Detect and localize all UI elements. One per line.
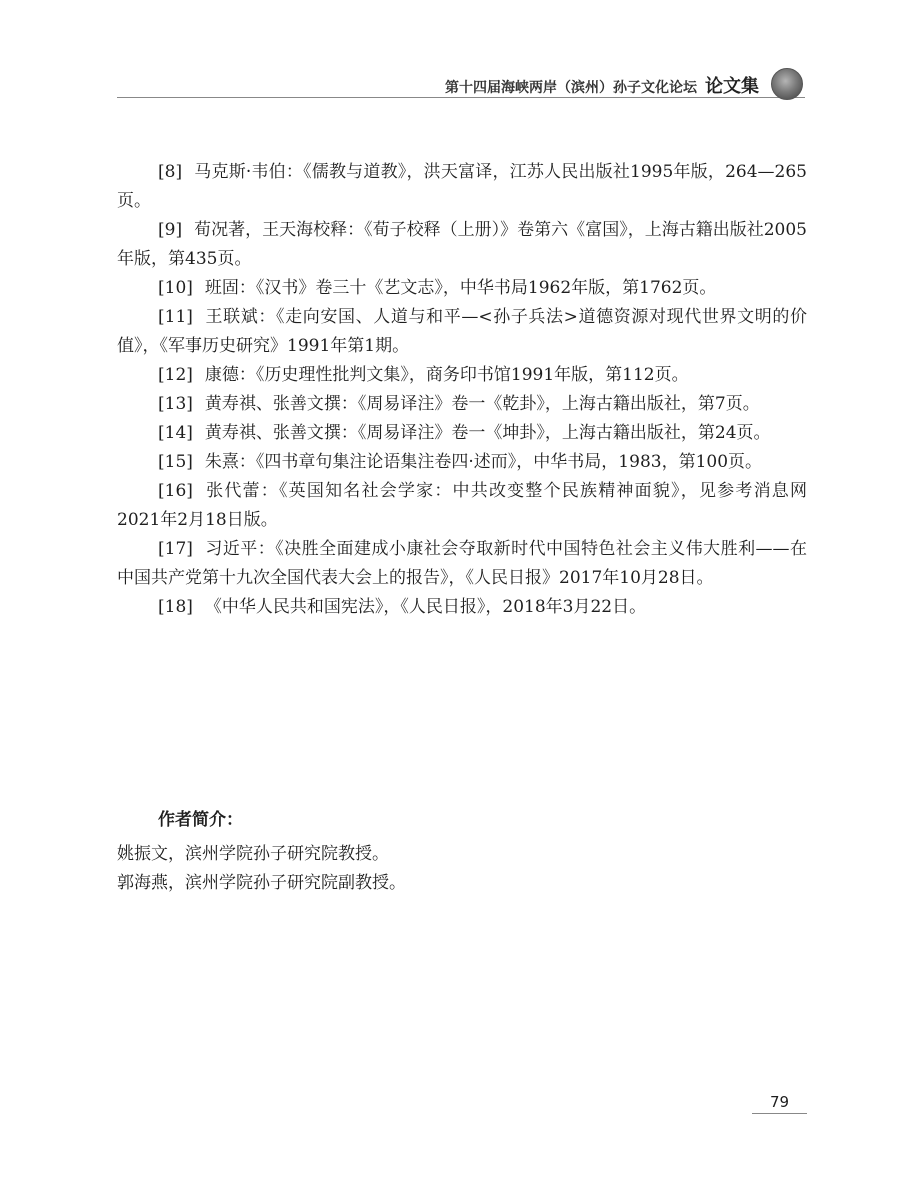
reference-item bbox=[117, 274, 807, 303]
reference-text: 习近平：《决胜全面建成小康社会夺取新时代中国特色社会主义伟大胜利——在中国共产党第十九次全国代表大会上的报告》，《人民日报》2017年10月28日。 bbox=[117, 539, 807, 588]
reference-number: [11] bbox=[158, 307, 193, 327]
reference-text: 黄寿祺、张善文撰：《周易译注》卷一《乾卦》，上海古籍出版社，第7页。 bbox=[204, 394, 760, 414]
reference-text: 《中华人民共和国宪法》，《人民日报》，2018年3月22日。 bbox=[204, 597, 647, 617]
reference-list bbox=[117, 158, 807, 622]
reference-text: 马克斯·韦伯：《儒教与道教》，洪天富译，江苏人民出版社1995年版，264—265页。 bbox=[117, 162, 807, 211]
reference-item bbox=[117, 390, 807, 419]
reference-text: 荀况著，王天海校释：《荀子校释（上册）》卷第六《富国》，上海古籍出版社2005年版，第435页。 bbox=[117, 220, 807, 269]
reference-number: [8] bbox=[158, 162, 183, 182]
reference-item bbox=[117, 535, 807, 593]
bio-heading: 作者简介： bbox=[158, 810, 243, 830]
reference-text: 朱熹：《四书章句集注论语集注卷四·述而》，中华书局，1983，第100页。 bbox=[204, 452, 763, 472]
reference-item bbox=[117, 158, 807, 216]
reference-item bbox=[117, 303, 807, 361]
reference-number: [9] bbox=[158, 220, 183, 240]
reference-number: [17] bbox=[158, 539, 193, 559]
reference-item bbox=[117, 477, 807, 535]
reference-text: 王联斌：《走向安国、人道与和平—<孙子兵法>道德资源对现代世界文明的价值》，《军事历史研究》1991年第1期。 bbox=[117, 307, 807, 356]
reference-text: 班固：《汉书》卷三十《艺文志》，中华书局1962年版，第1762页。 bbox=[204, 278, 717, 298]
reference-text: 康德：《历史理性批判文集》，商务印书馆1991年版，第112页。 bbox=[204, 365, 689, 385]
reference-number: [14] bbox=[158, 423, 193, 443]
author-line: 姚振文，滨州学院孙子研究院教授。 bbox=[117, 844, 389, 864]
reference-number: [16] bbox=[158, 481, 193, 501]
author-line: 郭海燕，滨州学院孙子研究院副教授。 bbox=[117, 873, 406, 893]
reference-item bbox=[117, 448, 807, 477]
forum-title: 第十四届海峡两岸（滨州）孙子文化论坛 bbox=[445, 80, 697, 96]
reference-number: [13] bbox=[158, 394, 193, 414]
reference-item bbox=[117, 419, 807, 448]
page-number: 79 bbox=[752, 1093, 807, 1114]
reference-number: [10] bbox=[158, 278, 193, 298]
reference-number: [15] bbox=[158, 452, 193, 472]
reference-item bbox=[117, 593, 807, 622]
reference-item bbox=[117, 361, 807, 390]
author-bio bbox=[117, 805, 807, 898]
running-header bbox=[117, 66, 805, 98]
seal-icon bbox=[771, 68, 803, 100]
collection-label: 论文集 bbox=[705, 76, 759, 97]
reference-number: [12] bbox=[158, 365, 193, 385]
header-title bbox=[445, 72, 759, 98]
reference-text: 黄寿祺、张善文撰：《周易译注》卷一《坤卦》，上海古籍出版社，第24页。 bbox=[204, 423, 771, 443]
reference-item bbox=[117, 216, 807, 274]
reference-text: 张代蕾：《英国知名社会学家：中共改变整个民族精神面貌》，见参考消息网2021年2月18日版。 bbox=[117, 481, 807, 530]
reference-number: [18] bbox=[158, 597, 193, 617]
